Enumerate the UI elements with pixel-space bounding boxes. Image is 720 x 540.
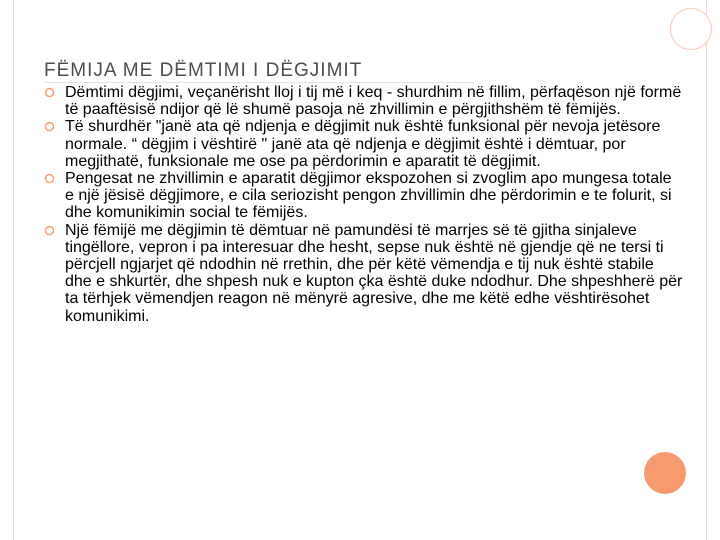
circle-bullet-icon bbox=[44, 173, 55, 184]
bullet-item bbox=[44, 170, 684, 222]
bullet-text: Dëmtimi dëgjimi, veçanërisht lloj i tij më i keq - shurdhim në fillim, përfaqëson një formë të paaftësisë ndijor që lë shumë pasoja në zhvillimin e përgjithshëm të fëmijës. bbox=[65, 84, 682, 119]
bullet-item bbox=[44, 118, 684, 170]
circle-bullet-icon bbox=[44, 121, 55, 132]
decorative-top-circle bbox=[670, 8, 712, 50]
bullet-text: Të shurdhër "janë ata që ndjenja e dëgjimit nuk është funksional për nevoja jetësore normale. “ dëgjim i vështirë " janë ata që ndjenja e dëgjimit është i dëmtuar, por megjithatë, funksionale me ose pa përdorimin e aparatit të dëgjimit. bbox=[65, 118, 661, 170]
slide-title: FËMIJA ME DËMTIMI I DËGJIMIT bbox=[44, 60, 363, 81]
bullet-item bbox=[44, 84, 684, 118]
circle-bullet-icon bbox=[44, 225, 55, 236]
title-underline bbox=[44, 82, 474, 83]
bullet-text: Pengesat ne zhvillimin e aparatit dëgjimor ekspozohen si zvoglim apo mungesa totale e një jësisë dëgjimore, e cila seriozisht pengon zhvillimin dhe përdorimin e te folurit, si dhe komunikimin social te fëmijës. bbox=[65, 170, 672, 222]
circle-bullet-icon bbox=[44, 87, 55, 98]
decorative-bottom-circle bbox=[644, 452, 686, 494]
bullet-item bbox=[44, 222, 684, 325]
bullet-text: Një fëmijë me dëgjimin të dëmtuar në pamundësi të marrjes së të gjitha sinjaleve tingëllore, vepron i pa interesuar dhe hesht, sepse nuk është në gjendje që ne tersi ti përcjell ngjarjet që ndodhin në rrethin, dhe për këtë vëmendja e tij nuk është stabile dhe e shkurtër, dhe shpesh nuk e kupton çka është duke ndodhur. Dhe shpeshherë për ta tërhjek vëmendjen reagon në mënyrë agresive, dhe me këtë edhe vështirësohet komunikimi. bbox=[65, 221, 683, 325]
bullet-list bbox=[44, 84, 684, 325]
